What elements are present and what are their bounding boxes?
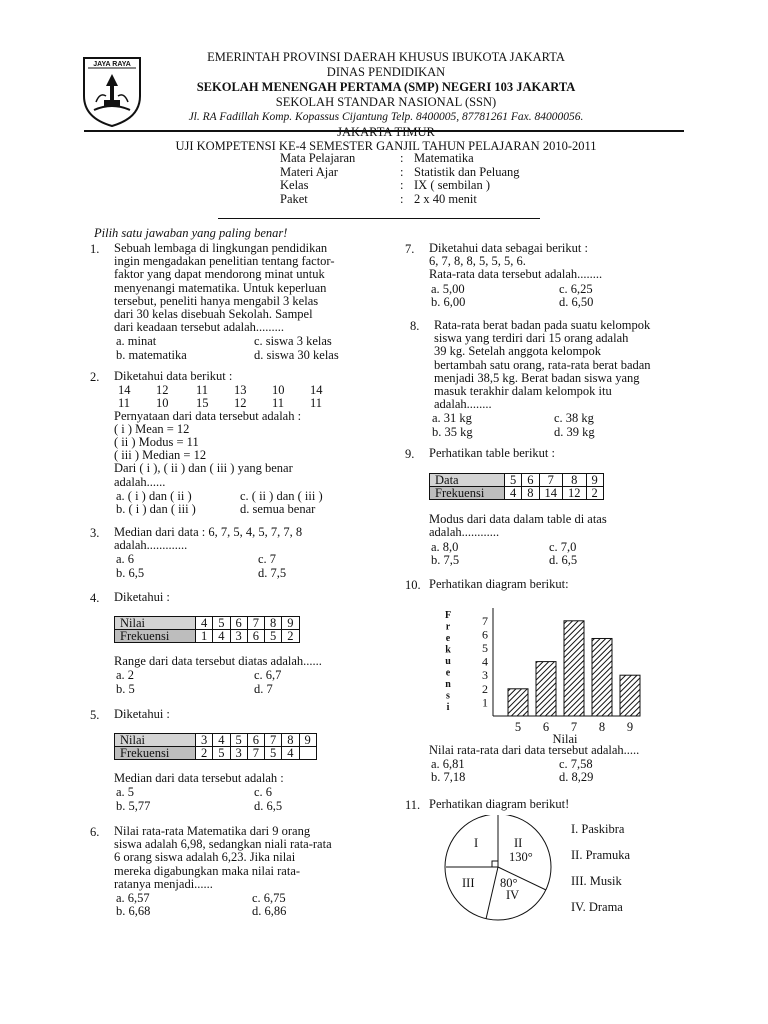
- q9-table: Data 5 6 7 8 9 Frekuensi 4 8 14 12 2: [429, 473, 604, 500]
- y-tick-label: 4: [482, 654, 488, 669]
- bar-chart-bars: [508, 621, 640, 716]
- pie-label-80: 80°: [500, 876, 518, 890]
- y-tick-label: 3: [482, 668, 488, 683]
- logo-text: JAYA RAYA: [93, 61, 131, 68]
- header-city: JAKARTA TIMUR: [337, 125, 435, 139]
- x-tick-label: 8: [598, 720, 606, 734]
- info-divider: [218, 218, 540, 219]
- ylabel-letter: u: [445, 656, 451, 667]
- x-tick-label: 7: [570, 720, 578, 734]
- bar-chart-ylabel: [445, 610, 451, 713]
- ylabel-letter: s: [446, 690, 450, 702]
- pie-label-130: 130°: [509, 850, 533, 864]
- pie-chart: [440, 815, 560, 925]
- jaya-raya-logo: [80, 52, 144, 128]
- y-tick-label: 5: [482, 641, 488, 655]
- pie-divider-IV-III: [486, 867, 498, 919]
- pie-right-angle: [492, 861, 498, 867]
- y-tick-label: 2: [482, 681, 488, 696]
- ylabel-letter: e: [445, 667, 451, 679]
- pie-legend: [571, 822, 630, 926]
- pie-label-III: III: [462, 876, 475, 890]
- exam-title: UJI KOMPETENSI KE-4 SEMESTER GANJIL TAHUN PELAJARAN 2010-2011: [175, 139, 597, 153]
- header-line2: DINAS PENDIDIKAN: [326, 65, 446, 79]
- bar: [592, 638, 612, 716]
- bar-chart: [440, 600, 660, 748]
- ylabel-letter: r: [445, 621, 451, 633]
- bar: [564, 621, 584, 716]
- bar: [536, 662, 556, 716]
- pie-label-I: I: [474, 836, 479, 850]
- bar: [508, 689, 528, 716]
- q4-table: Nilai 4 5 6 7 8 9 Frekuensi 1 4 3 6 5 2: [114, 616, 300, 643]
- y-tick-label: 1: [482, 695, 488, 710]
- y-tick-label: 7: [482, 613, 488, 628]
- legend-item: IV. Drama: [571, 900, 623, 914]
- x-tick-label: 6: [542, 720, 550, 734]
- ylabel-letter: e: [445, 633, 451, 644]
- x-tick-label: 9: [626, 720, 634, 734]
- header-school-name: SEKOLAH MENENGAH PERTAMA (SMP) NEGERI 103 JAKARTA: [196, 80, 576, 94]
- pie-label-II: II: [514, 836, 523, 850]
- x-tick-label: 5: [514, 720, 522, 734]
- legend-item: I. Paskibra: [571, 822, 625, 836]
- header-line1: EMERINTAH PROVINSI DAERAH KHUSUS IBUKOTA JAKARTA: [207, 50, 565, 64]
- header-divider: [84, 130, 684, 132]
- pie-label-IV: IV: [506, 888, 520, 902]
- y-tick-label: 6: [482, 627, 488, 642]
- bar-chart-y-ticks: [482, 614, 488, 710]
- ylabel-letter: k: [445, 644, 451, 656]
- legend-item: II. Pramuka: [571, 848, 631, 862]
- ylabel-letter: i: [446, 702, 450, 713]
- ylabel-letter: F: [444, 610, 452, 621]
- legend-item: III. Musik: [571, 874, 622, 888]
- exam-info: Mata Pelajaran : Matematika Materi Ajar : Statistik dan Peluang Kelas : IX ( sembilan ) Paket : 2 x 40 menit: [280, 151, 520, 206]
- bar-chart-xlabel: Nilai: [552, 732, 578, 746]
- bar: [620, 675, 640, 716]
- ylabel-letter: n: [445, 679, 451, 690]
- q5-table: Nilai 3 4 5 6 7 8 9 Frekuensi 2 5 3 7 5 4: [114, 733, 317, 760]
- header-address: Jl. RA Fadillah Komp. Kopassus Cijantung Telp. 8400005, 87781261 Fax. 84000056.: [188, 111, 584, 123]
- instruction: Pilih satu jawaban yang paling benar!: [94, 226, 288, 240]
- header-line4: SEKOLAH STANDAR NASIONAL (SSN): [275, 95, 497, 109]
